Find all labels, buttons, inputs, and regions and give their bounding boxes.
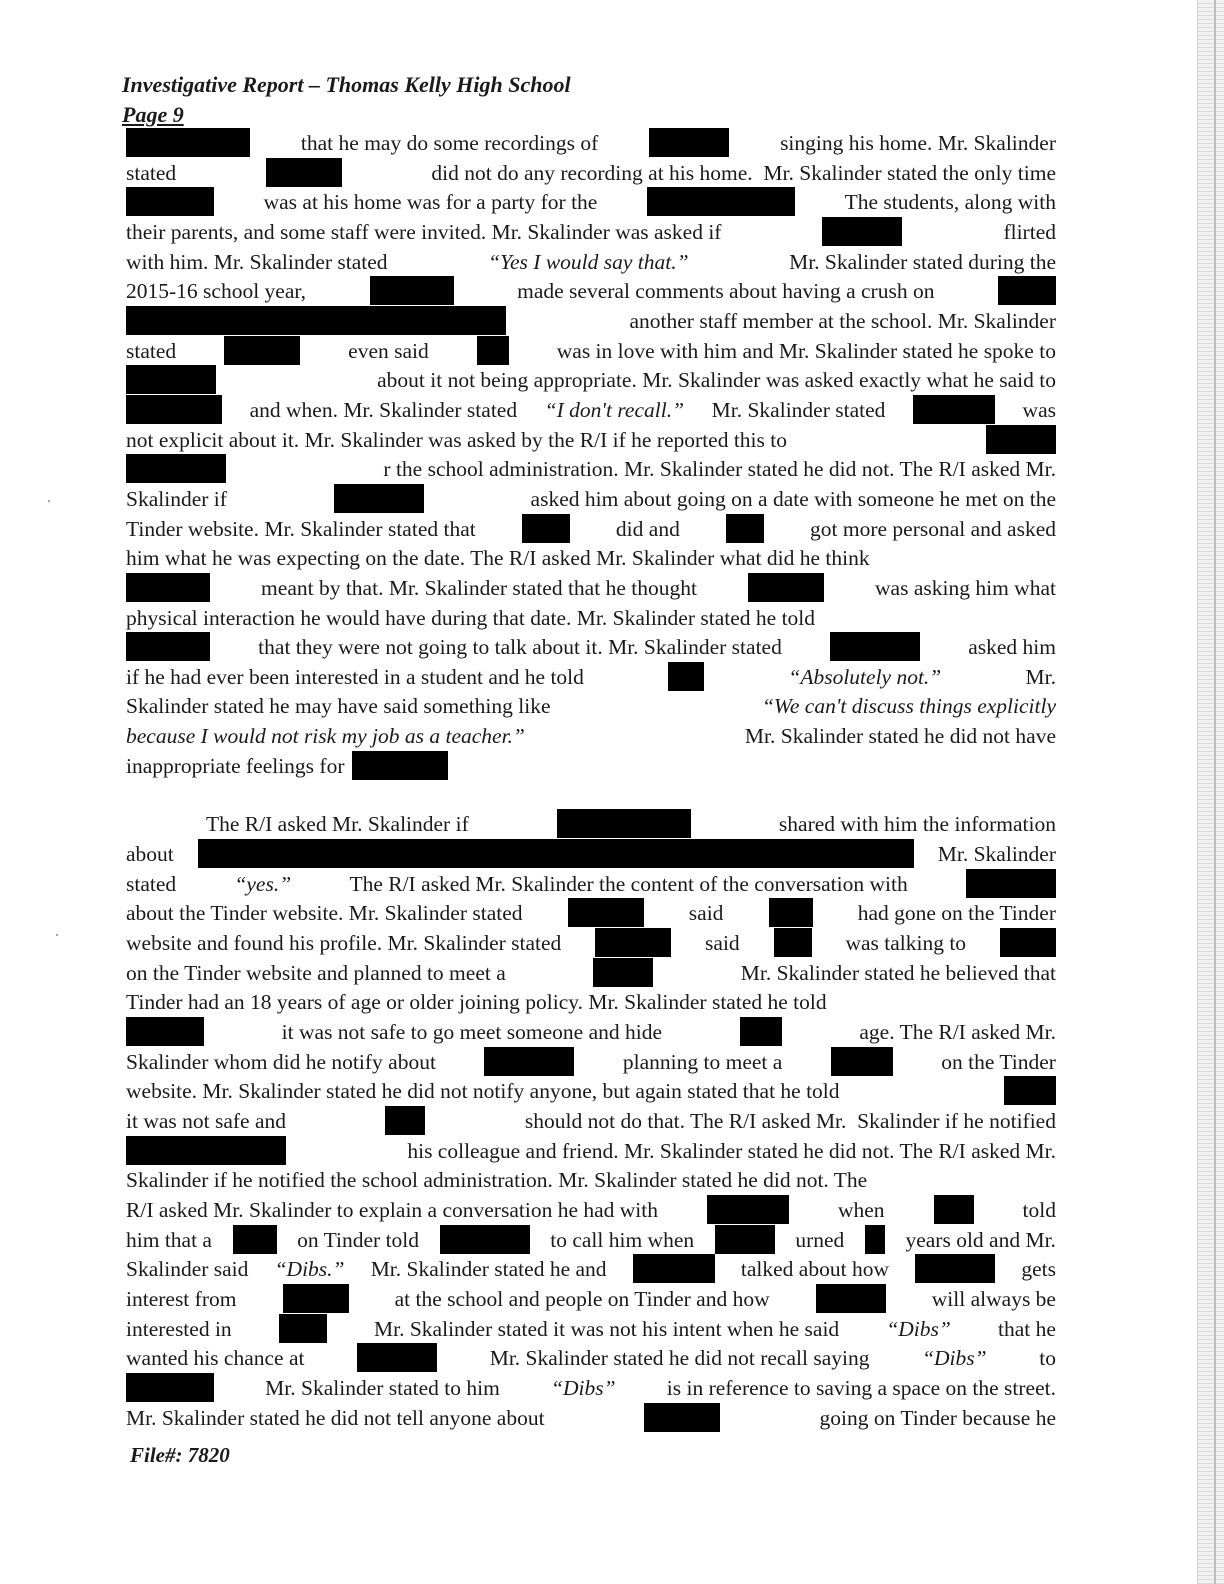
- redaction-block: [593, 958, 653, 987]
- redaction-block: [726, 514, 764, 543]
- text-segment: years old and Mr.: [905, 1228, 1056, 1252]
- redaction-block: [126, 1373, 214, 1402]
- text-segment: him what he was expecting on the date. The R/I asked Mr. Skalinder what did he think: [126, 546, 870, 570]
- redaction-block: [740, 1017, 782, 1046]
- redaction-block: [266, 158, 342, 187]
- redaction-block: [233, 1225, 277, 1254]
- redaction-block: [385, 1106, 425, 1135]
- redaction-block: [816, 1284, 886, 1313]
- quoted-text: “Dibs”: [886, 1317, 951, 1341]
- text-line: [126, 632, 1056, 662]
- redaction-block: [224, 336, 300, 365]
- text-segment: did and: [615, 517, 680, 541]
- text-segment: gets: [1021, 1257, 1056, 1281]
- text-line: [126, 1017, 1056, 1047]
- text-segment: website. Mr. Skalinder stated he did not notify anyone, but again stated that he told: [126, 1079, 840, 1103]
- report-title: Investigative Report – Thomas Kelly High School: [122, 72, 571, 97]
- redaction-block: [595, 928, 671, 957]
- text-segment: at the school and people on Tinder and how: [394, 1287, 770, 1311]
- text-line: [126, 928, 1056, 958]
- text-segment: is in reference to saving a space on the street.: [666, 1376, 1056, 1400]
- text-segment: it was not safe to go meet someone and hide: [281, 1020, 663, 1044]
- text-segment: singing his home. Mr. Skalinder: [780, 131, 1056, 155]
- redaction-block: [644, 1403, 720, 1432]
- quoted-text: “Dibs”: [922, 1346, 987, 1370]
- redaction-block: [522, 514, 570, 543]
- quoted-text: “We can't discuss things explicitly: [761, 694, 1056, 718]
- text-line: [126, 514, 1056, 544]
- text-line: [206, 809, 1056, 839]
- text-segment: Mr. Skalinder stated it was not his intent when he said: [374, 1317, 840, 1341]
- text-segment: going on Tinder because he: [819, 1406, 1056, 1430]
- text-line: [126, 898, 1056, 928]
- text-segment: had gone on the Tinder: [857, 901, 1056, 925]
- redaction-block: [279, 1314, 327, 1343]
- text-segment: Mr. Skalinder stated he believed that: [740, 961, 1056, 985]
- redaction-block: [830, 632, 920, 661]
- text-segment: interested in: [126, 1317, 232, 1341]
- quoted-text: “yes.”: [234, 872, 292, 896]
- text-line: [126, 454, 1056, 484]
- text-segment: to: [1039, 1346, 1056, 1370]
- text-line: [126, 839, 1056, 869]
- redaction-block: [668, 662, 704, 691]
- text-segment: that he may do some recordings of: [300, 131, 599, 155]
- text-segment: Mr. Skalinder: [937, 842, 1056, 866]
- text-segment: another staff member at the school. Mr. Skalinder: [629, 309, 1056, 333]
- text-line: [126, 395, 1056, 425]
- text-segment: Skalinder if: [126, 487, 227, 511]
- text-segment: r the school administration. Mr. Skalinder stated he did not. The R/I asked Mr.: [383, 457, 1056, 481]
- text-segment: interest from: [126, 1287, 237, 1311]
- redaction-block: [126, 1017, 204, 1046]
- text-line: [126, 869, 1056, 899]
- text-line: [126, 1165, 1056, 1195]
- text-line: [126, 721, 1056, 751]
- redaction-block: [126, 573, 210, 602]
- text-line: [126, 1373, 1056, 1403]
- text-line: [126, 128, 1056, 158]
- redaction-block: [126, 1136, 286, 1165]
- text-line: [126, 1195, 1056, 1225]
- text-segment: about: [126, 842, 174, 866]
- redaction-block: [126, 187, 214, 216]
- redaction-block: [774, 928, 812, 957]
- text-segment: wanted his chance at: [126, 1346, 305, 1370]
- text-segment: his colleague and friend. Mr. Skalinder stated he did not. The R/I asked Mr.: [407, 1139, 1056, 1163]
- text-segment: asked him about going on a date with someone he met on the: [530, 487, 1056, 511]
- redaction-block: [370, 276, 454, 305]
- text-segment: Skalinder if he notified the school administration. Mr. Skalinder stated he did not. The: [126, 1168, 868, 1192]
- text-line: [126, 691, 1056, 721]
- text-segment: stated: [126, 161, 177, 185]
- text-line: [126, 1284, 1056, 1314]
- text-segment: flirted: [1003, 220, 1056, 244]
- text-segment: age. The R/I asked Mr.: [859, 1020, 1056, 1044]
- text-line: [126, 247, 1056, 277]
- redaction-block: [748, 573, 824, 602]
- text-segment: talked about how: [740, 1257, 889, 1281]
- redaction-block: [649, 128, 729, 157]
- redaction-block: [440, 1225, 530, 1254]
- text-segment: and when. Mr. Skalinder stated: [249, 398, 518, 422]
- text-line: [126, 1343, 1056, 1373]
- quoted-text: “Dibs.”: [274, 1257, 345, 1281]
- text-segment: Mr. Skalinder stated to him: [265, 1376, 500, 1400]
- text-segment: about the Tinder website. Mr. Skalinder stated: [126, 901, 523, 925]
- text-segment: was: [1022, 398, 1056, 422]
- text-segment: that they were not going to talk about it. Mr. Skalinder stated: [258, 635, 782, 659]
- redaction-block: [865, 1225, 885, 1254]
- text-line: [126, 1047, 1056, 1077]
- text-segment: if he had ever been interested in a student and he told: [126, 665, 584, 689]
- text-line: [126, 1403, 1056, 1433]
- text-segment: Skalinder stated he may have said something like: [126, 694, 551, 718]
- text-segment: when: [837, 1198, 885, 1222]
- text-line: [126, 158, 1056, 188]
- text-segment: shared with him the information: [778, 812, 1056, 836]
- quoted-text: “I don't recall.”: [544, 398, 685, 422]
- redaction-block: [831, 1047, 893, 1076]
- text-segment: planning to meet a: [622, 1050, 783, 1074]
- redaction-block: [198, 839, 914, 868]
- scan-speck: [56, 934, 58, 936]
- text-segment: to call him when: [550, 1228, 695, 1252]
- redaction-block: [822, 217, 902, 246]
- redaction-block: [126, 454, 226, 483]
- redaction-block: [986, 425, 1056, 454]
- redaction-block: [707, 1195, 789, 1224]
- redaction-block: [934, 1195, 974, 1224]
- scan-edge: [1197, 0, 1224, 1584]
- text-segment: about it not being appropriate. Mr. Skalinder was asked exactly what he said to: [377, 368, 1056, 392]
- text-line: [126, 1076, 1056, 1106]
- redaction-block: [1004, 1076, 1056, 1105]
- text-segment: stated: [126, 872, 177, 896]
- text-line: [126, 336, 1056, 366]
- text-line: [126, 1314, 1056, 1344]
- text-segment: it was not safe and: [126, 1109, 287, 1133]
- text-line: [126, 365, 1056, 395]
- text-segment: Mr. Skalinder stated he and: [370, 1257, 607, 1281]
- text-segment: on the Tinder: [941, 1050, 1056, 1074]
- text-line: [126, 1254, 1056, 1284]
- text-segment: inappropriate feelings for: [126, 754, 345, 778]
- text-segment: stated: [126, 339, 177, 363]
- text-segment: Mr. Skalinder stated: [711, 398, 886, 422]
- text-segment: said: [705, 931, 740, 955]
- quoted-text: “Dibs”: [551, 1376, 616, 1400]
- text-line: [126, 306, 1056, 336]
- text-segment: R/I asked Mr. Skalinder to explain a conversation he had with: [126, 1198, 658, 1222]
- text-segment: asked him: [968, 635, 1056, 659]
- quoted-text: “Yes I would say that.”: [488, 250, 689, 274]
- text-line: [126, 217, 1056, 247]
- quoted-text: “Absolutely not.”: [788, 665, 942, 689]
- redaction-block: [557, 809, 691, 838]
- text-segment: was talking to: [845, 931, 967, 955]
- quoted-text: because I would not risk my job as a teacher.”: [126, 724, 525, 748]
- redaction-block: [126, 128, 250, 157]
- redaction-block: [357, 1343, 437, 1372]
- redaction-block: [334, 484, 424, 513]
- text-line: [126, 484, 1056, 514]
- redaction-block: [484, 1047, 574, 1076]
- redaction-block: [568, 898, 644, 927]
- text-segment: said: [688, 901, 724, 925]
- text-line: [126, 1136, 1056, 1166]
- text-segment: should not do that. The R/I asked Mr. Skalinder if he notified: [524, 1109, 1056, 1133]
- text-segment: The R/I asked Mr. Skalinder if: [206, 812, 469, 836]
- text-segment: got more personal and asked: [810, 517, 1056, 541]
- report-header: [122, 70, 571, 130]
- text-line: [126, 662, 1056, 692]
- redaction-block: [915, 1254, 995, 1283]
- redaction-block: [715, 1225, 775, 1254]
- scan-speck: [48, 500, 50, 502]
- text-line: [126, 425, 1056, 455]
- text-line: [126, 987, 1056, 1017]
- text-segment: told: [1022, 1198, 1056, 1222]
- text-segment: Tinder website. Mr. Skalinder stated that: [126, 517, 476, 541]
- text-segment: Mr. Skalinder stated he did not recall saying: [489, 1346, 870, 1370]
- redaction-block: [126, 365, 216, 394]
- page-number: Page 9: [122, 102, 184, 127]
- text-segment: Skalinder said: [126, 1257, 249, 1281]
- redaction-block: [998, 276, 1056, 305]
- redaction-block: [352, 751, 448, 780]
- text-line: [126, 543, 1056, 573]
- text-line: [126, 603, 1056, 633]
- redaction-block: [477, 336, 509, 365]
- text-segment: 2015-16 school year,: [126, 279, 307, 303]
- redaction-block: [126, 395, 222, 424]
- text-segment: The R/I asked Mr. Skalinder the content of the conversation with: [349, 872, 908, 896]
- redaction-block: [913, 395, 995, 424]
- text-line: [126, 958, 1056, 988]
- text-line: [126, 187, 1056, 217]
- text-line: [126, 1106, 1056, 1136]
- text-segment: him that a: [126, 1228, 212, 1252]
- text-segment: urned: [795, 1228, 845, 1252]
- redaction-block: [283, 1284, 349, 1313]
- text-segment: on Tinder told: [297, 1228, 420, 1252]
- text-segment: Skalinder whom did he notify about: [126, 1050, 436, 1074]
- text-segment: their parents, and some staff were invited. Mr. Skalinder was asked if: [126, 220, 722, 244]
- text-segment: will always be: [931, 1287, 1056, 1311]
- text-segment: website and found his profile. Mr. Skalinder stated: [126, 931, 562, 955]
- text-segment: with him. Mr. Skalinder stated: [126, 250, 388, 274]
- redaction-block: [966, 869, 1056, 898]
- text-segment: The students, along with: [844, 190, 1056, 214]
- text-segment: that he: [998, 1317, 1056, 1341]
- text-segment: was in love with him and Mr. Skalinder stated he spoke to: [556, 339, 1056, 363]
- text-line: [126, 276, 1056, 306]
- redaction-block: [769, 898, 813, 927]
- text-segment: Mr.: [1025, 665, 1056, 689]
- redaction-block: [126, 632, 210, 661]
- redaction-block: [647, 187, 795, 216]
- text-segment: Mr. Skalinder stated he did not tell anyone about: [126, 1406, 545, 1430]
- scan-edge-line: [1214, 0, 1216, 1584]
- text-line: [126, 573, 1056, 603]
- text-segment: even said: [348, 339, 429, 363]
- text-segment: did not do any recording at his home. Mr. Skalinder stated the only time: [431, 161, 1056, 185]
- text-segment: Mr. Skalinder stated he did not have: [744, 724, 1056, 748]
- text-line: [126, 751, 1056, 781]
- text-segment: was asking him what: [875, 576, 1056, 600]
- text-segment: Mr. Skalinder stated during the: [789, 250, 1056, 274]
- text-segment: meant by that. Mr. Skalinder stated that he thought: [261, 576, 697, 600]
- text-segment: on the Tinder website and planned to meet a: [126, 961, 506, 985]
- text-segment: made several comments about having a crush on: [517, 279, 935, 303]
- redaction-block: [1000, 928, 1056, 957]
- text-segment: Tinder had an 18 years of age or older joining policy. Mr. Skalinder stated he told: [126, 990, 827, 1014]
- text-line: [126, 1225, 1056, 1255]
- redaction-block: [126, 306, 506, 335]
- redaction-block: [633, 1254, 715, 1283]
- file-number: File#: 7820: [130, 1443, 230, 1467]
- text-segment: not explicit about it. Mr. Skalinder was asked by the R/I if he reported this to: [126, 428, 787, 452]
- text-segment: was at his home was for a party for the: [263, 190, 598, 214]
- text-segment: physical interaction he would have during that date. Mr. Skalinder stated he told: [126, 606, 816, 630]
